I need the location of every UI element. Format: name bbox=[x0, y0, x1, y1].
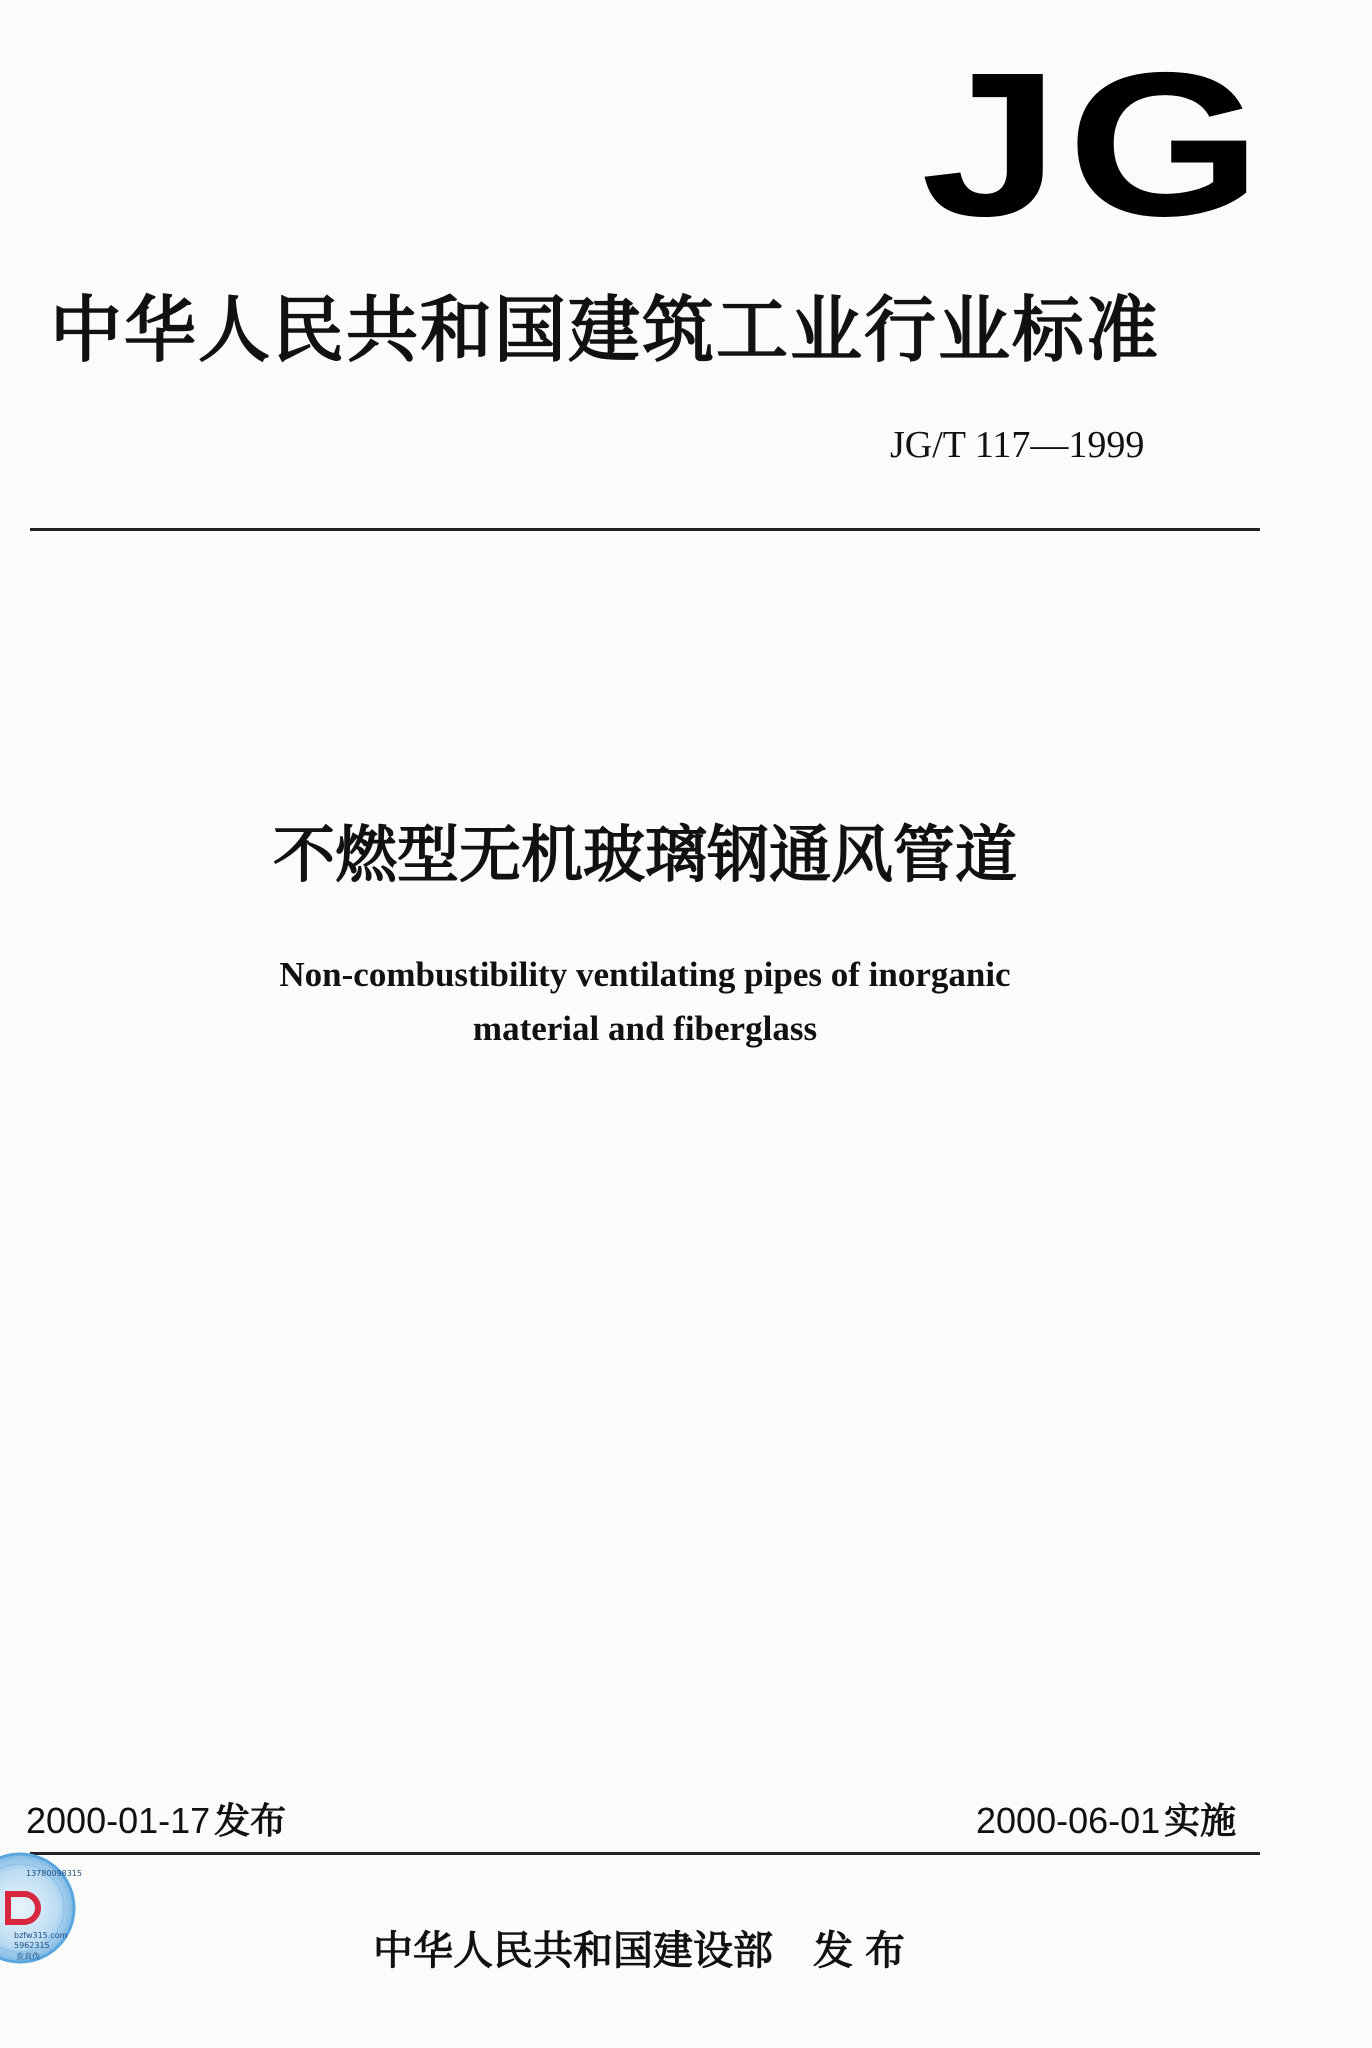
publisher-name: 中华人民共和国建设部 bbox=[373, 1928, 773, 1974]
english-title-line-1: Non-combustibility ventilating pipes of inorganic bbox=[279, 955, 1011, 994]
top-divider bbox=[30, 528, 1260, 531]
stamp-text-3: 5962315 bbox=[14, 1941, 50, 1950]
issue-label: 发布 bbox=[214, 1801, 287, 1842]
stamp-text-1: 13780098315 bbox=[26, 1869, 82, 1878]
anti-counterfeit-stamp bbox=[0, 1848, 82, 1968]
standard-category-title: 中华人民共和国建筑工业行业标准 bbox=[50, 288, 1161, 372]
implement-date: 2000-06-01 bbox=[976, 1800, 1161, 1841]
publisher-line bbox=[0, 1924, 1290, 1978]
standard-code: JG/T 117—1999 bbox=[890, 424, 1145, 466]
implement-date-block bbox=[976, 1797, 1236, 1846]
stamp-text-4: 查真伪 bbox=[16, 1952, 40, 1961]
stamp-seal-icon bbox=[0, 1848, 82, 1968]
jg-logo: JG bbox=[920, 30, 1270, 259]
document-title-chinese: 不燃型无机玻璃钢通风管道 bbox=[272, 818, 1017, 891]
bottom-divider bbox=[30, 1852, 1260, 1855]
document-title-english bbox=[0, 948, 1290, 1056]
english-title-line-2: material and fiberglass bbox=[472, 1009, 818, 1048]
issue-date-block bbox=[26, 1797, 286, 1846]
stamp-text-2: bzfw315.com bbox=[14, 1931, 68, 1940]
issue-date: 2000-01-17 bbox=[26, 1800, 211, 1841]
publish-verb: 发布 bbox=[813, 1928, 917, 1974]
implement-label: 实施 bbox=[1164, 1801, 1237, 1842]
